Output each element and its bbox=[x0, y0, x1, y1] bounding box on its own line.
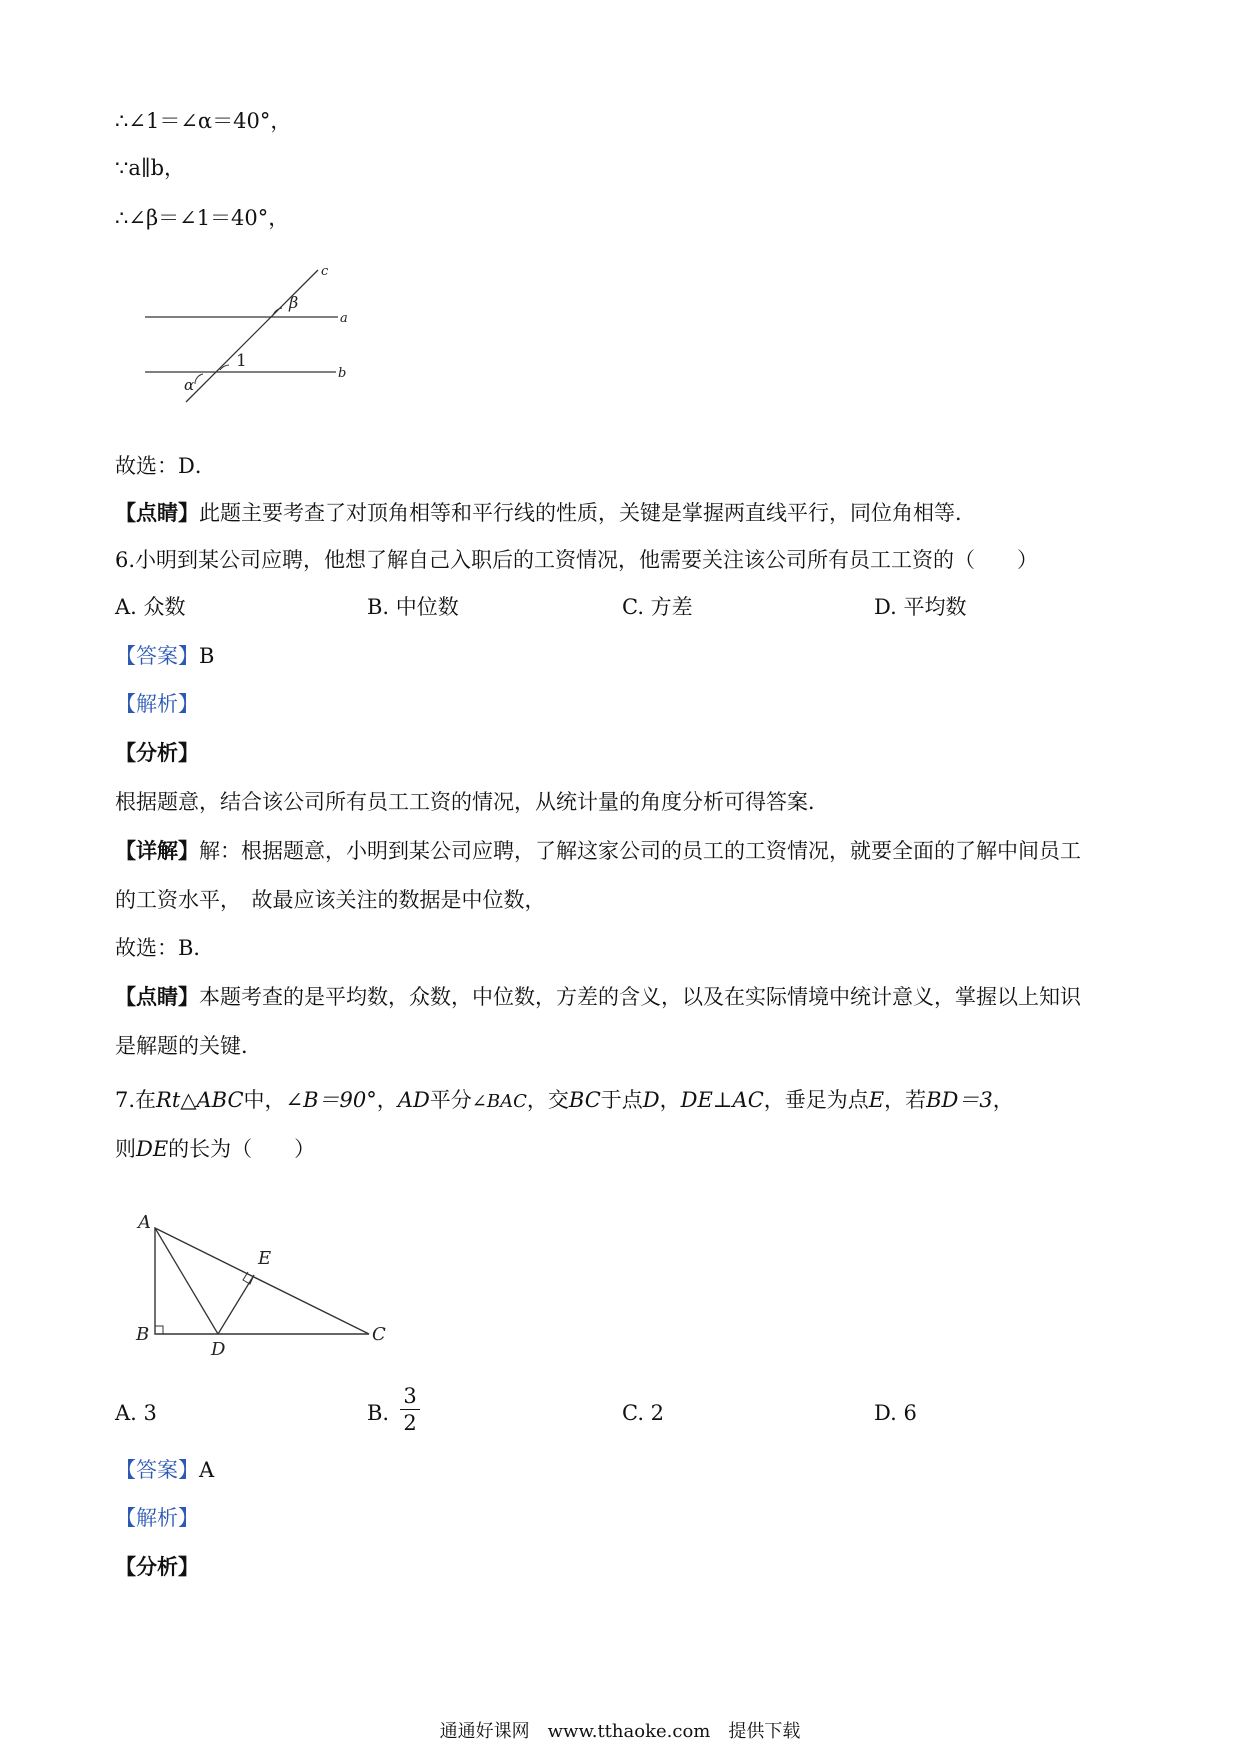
label-alpha: α bbox=[184, 376, 195, 394]
q6-fenxi-tag: 【分析】 bbox=[115, 740, 199, 765]
q6-stem: 6.小明到某公司应聘，他想了解自己入职后的工资情况，他需要关注该公司所有员工工资的（ ） bbox=[115, 548, 1039, 572]
q6-analysis-tag: 【解析】 bbox=[115, 692, 199, 716]
comment-text: 本题考查的是平均数，众数，中位数，方差的含义，以及在实际情境中统计意义，掌握以上知识 bbox=[199, 985, 1081, 1009]
triangle-figure bbox=[130, 1200, 390, 1370]
q7-option-d: D. 6 bbox=[874, 1401, 917, 1425]
answer-tag: 【答案】 bbox=[115, 644, 199, 668]
label-a: a bbox=[340, 311, 348, 326]
line-c bbox=[186, 270, 318, 402]
q6-answer bbox=[115, 641, 214, 671]
comment-text: 此题主要考查了对顶角相等和平行线的性质，关键是掌握两直线平行，同位角相等． bbox=[199, 501, 976, 525]
fraction-numerator: 3 bbox=[403, 1384, 417, 1408]
q6-detail-line-1 bbox=[115, 836, 1081, 866]
label-D: D bbox=[211, 1339, 226, 1360]
q6-choice: 故选：B． bbox=[115, 936, 215, 960]
q6-fenxi: 根据题意，结合该公司所有员工工资的情况，从统计量的角度分析可得答案． bbox=[115, 790, 829, 814]
answer-value: B bbox=[199, 644, 215, 668]
q7-stem-line-2: 则DE的长为（ ） bbox=[115, 1137, 316, 1161]
label-E: E bbox=[258, 1248, 272, 1269]
label-c: c bbox=[321, 264, 329, 279]
q7-option-a: A. 3 bbox=[115, 1401, 157, 1425]
q6-option-a: A. 众数 bbox=[115, 595, 186, 619]
comment-line bbox=[115, 498, 976, 528]
parallel-lines-figure bbox=[140, 262, 360, 412]
q7-answer bbox=[115, 1455, 214, 1485]
arc-alpha bbox=[195, 374, 203, 384]
q6-comment-line-2: 是解题的关键． bbox=[115, 1034, 262, 1058]
label-1: 1 bbox=[236, 351, 247, 371]
detail-text: 解：根据题意，小明到某公司应聘，了解这家公司的员工的工资情况，就要全面的了解中间员工 bbox=[199, 839, 1081, 863]
segment-de bbox=[218, 1275, 254, 1334]
page-footer: 通通好课网 www.tthaoke.com 提供下载 bbox=[439, 1721, 801, 1742]
choice-line: 故选：D． bbox=[115, 454, 216, 478]
q7-fenxi-tag: 【分析】 bbox=[115, 1554, 199, 1579]
q6-option-b: B. 中位数 bbox=[367, 595, 459, 619]
label-B: B bbox=[136, 1324, 150, 1345]
answer-tag: 【答案】 bbox=[115, 1458, 199, 1482]
solution-line-1: ∴∠1＝∠α＝40°， bbox=[115, 109, 292, 133]
q7-stem-line-1: 7.在Rt△ABC中，∠B＝90°，AD平分∠BAC，交BC于点D，DE⊥AC，垂足为点E，若BD＝3， bbox=[115, 1088, 1014, 1112]
comment-tag: 【点睛】 bbox=[115, 984, 199, 1009]
fraction-denominator: 2 bbox=[403, 1411, 417, 1435]
q7-option-c: C. 2 bbox=[622, 1401, 665, 1425]
label-C: C bbox=[372, 1324, 386, 1345]
detail-tag: 【详解】 bbox=[115, 838, 199, 863]
label-b: b bbox=[338, 366, 347, 381]
solution-line-2: ∵a∥b， bbox=[115, 156, 186, 180]
q7-analysis-tag: 【解析】 bbox=[115, 1506, 199, 1530]
solution-line-3: ∴∠β＝∠1＝40°， bbox=[115, 206, 290, 230]
right-angle-b bbox=[155, 1326, 163, 1334]
answer-value: A bbox=[199, 1458, 215, 1482]
comment-tag: 【点睛】 bbox=[115, 500, 199, 525]
q6-detail-line-2: 的工资水平， 故最应该关注的数据是中位数， bbox=[115, 888, 546, 912]
label-A: A bbox=[138, 1212, 151, 1233]
q7-option-b-fraction bbox=[398, 1383, 422, 1436]
q7-option-b-prefix: B. bbox=[367, 1401, 390, 1425]
q6-comment-line-1 bbox=[115, 982, 1081, 1012]
q6-option-c: C. 方差 bbox=[622, 595, 693, 619]
q6-option-d: D. 平均数 bbox=[874, 595, 967, 619]
label-beta: β bbox=[289, 293, 299, 312]
